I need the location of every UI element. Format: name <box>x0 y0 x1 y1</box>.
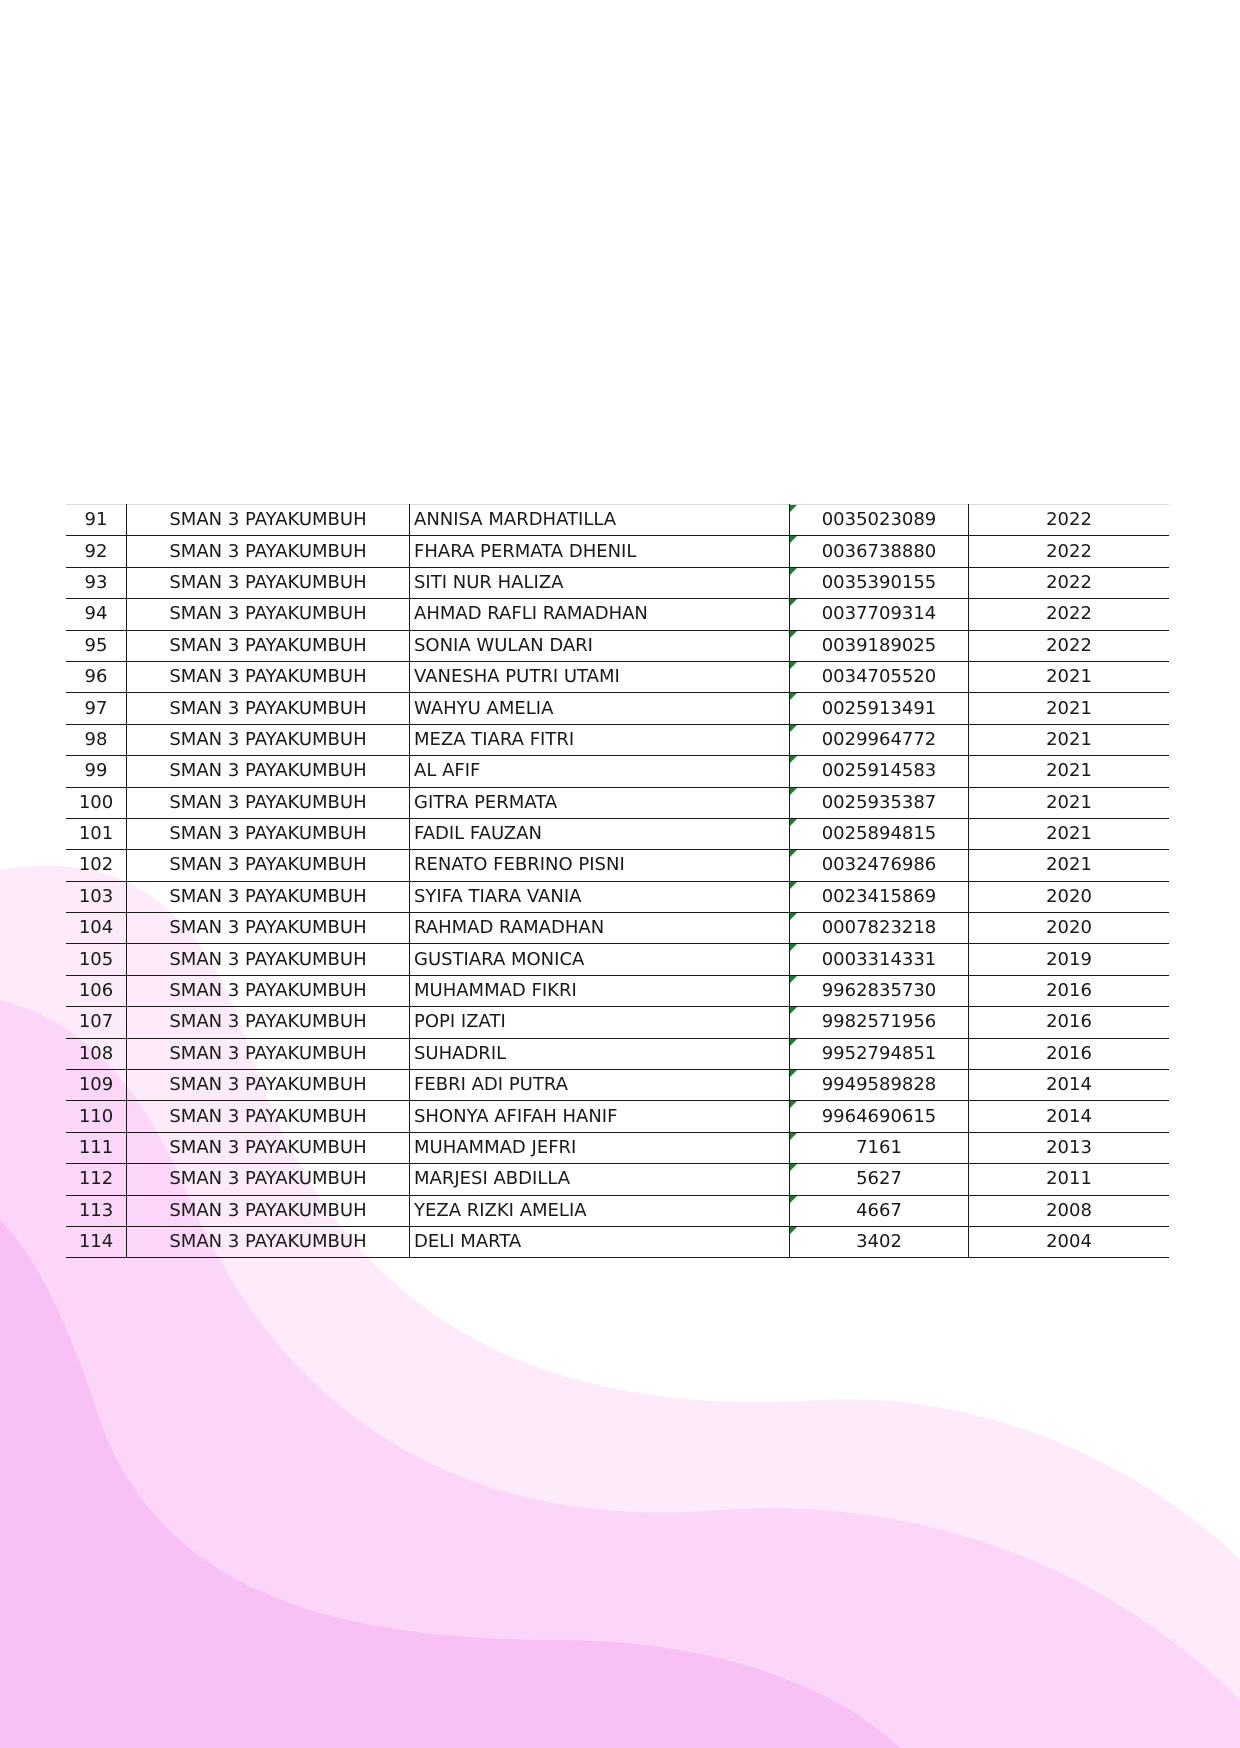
year-cell: 2011 <box>969 1164 1170 1195</box>
school-cell: SMAN 3 PAYAKUMBUH <box>127 756 410 787</box>
school-cell: SMAN 3 PAYAKUMBUH <box>127 818 410 849</box>
year-cell: 2021 <box>969 787 1170 818</box>
table-row <box>66 756 1169 787</box>
table-row <box>66 630 1169 661</box>
student-name-cell: FEBRI ADI PUTRA <box>410 1070 790 1101</box>
row-number-cell: 100 <box>66 787 127 818</box>
nisn-cell: 9962835730 <box>790 975 969 1006</box>
nisn-cell: 0029964772 <box>790 724 969 755</box>
year-cell: 2004 <box>969 1226 1170 1257</box>
student-data-table <box>66 504 1169 1258</box>
table-row <box>66 944 1169 975</box>
table-row <box>66 881 1169 912</box>
year-cell: 2014 <box>969 1101 1170 1132</box>
student-name-cell: WAHYU AMELIA <box>410 693 790 724</box>
nisn-cell: 0025913491 <box>790 693 969 724</box>
row-number-cell: 113 <box>66 1195 127 1226</box>
student-name-cell: RAHMAD RAMADHAN <box>410 913 790 944</box>
nisn-cell: 0007823218 <box>790 913 969 944</box>
school-cell: SMAN 3 PAYAKUMBUH <box>127 1101 410 1132</box>
row-number-cell: 104 <box>66 913 127 944</box>
table-row <box>66 1132 1169 1163</box>
nisn-cell: 0034705520 <box>790 661 969 692</box>
nisn-cell: 0036738880 <box>790 536 969 567</box>
nisn-cell: 0039189025 <box>790 630 969 661</box>
school-cell: SMAN 3 PAYAKUMBUH <box>127 913 410 944</box>
table-row <box>66 567 1169 598</box>
spreadsheet-table-wrapper <box>66 504 1169 1258</box>
school-cell: SMAN 3 PAYAKUMBUH <box>127 1007 410 1038</box>
year-cell: 2022 <box>969 505 1170 536</box>
table-row <box>66 1070 1169 1101</box>
year-cell: 2016 <box>969 975 1170 1006</box>
table-row <box>66 536 1169 567</box>
school-cell: SMAN 3 PAYAKUMBUH <box>127 724 410 755</box>
year-cell: 2021 <box>969 818 1170 849</box>
student-name-cell: FADIL FAUZAN <box>410 818 790 849</box>
row-number-cell: 92 <box>66 536 127 567</box>
row-number-cell: 91 <box>66 505 127 536</box>
year-cell: 2021 <box>969 724 1170 755</box>
row-number-cell: 105 <box>66 944 127 975</box>
year-cell: 2016 <box>969 1038 1170 1069</box>
school-cell: SMAN 3 PAYAKUMBUH <box>127 630 410 661</box>
year-cell: 2021 <box>969 756 1170 787</box>
nisn-cell: 0023415869 <box>790 881 969 912</box>
school-cell: SMAN 3 PAYAKUMBUH <box>127 1070 410 1101</box>
student-name-cell: MARJESI ABDILLA <box>410 1164 790 1195</box>
nisn-cell: 5627 <box>790 1164 969 1195</box>
student-name-cell: MUHAMMAD FIKRI <box>410 975 790 1006</box>
student-name-cell: FHARA PERMATA DHENIL <box>410 536 790 567</box>
row-number-cell: 110 <box>66 1101 127 1132</box>
table-row <box>66 818 1169 849</box>
row-number-cell: 114 <box>66 1226 127 1257</box>
student-name-cell: SYIFA TIARA VANIA <box>410 881 790 912</box>
nisn-cell: 3402 <box>790 1226 969 1257</box>
school-cell: SMAN 3 PAYAKUMBUH <box>127 944 410 975</box>
table-row <box>66 787 1169 818</box>
table-row <box>66 913 1169 944</box>
year-cell: 2020 <box>969 913 1170 944</box>
year-cell: 2019 <box>969 944 1170 975</box>
school-cell: SMAN 3 PAYAKUMBUH <box>127 567 410 598</box>
row-number-cell: 107 <box>66 1007 127 1038</box>
student-name-cell: POPI IZATI <box>410 1007 790 1038</box>
student-name-cell: DELI MARTA <box>410 1226 790 1257</box>
student-name-cell: MUHAMMAD JEFRI <box>410 1132 790 1163</box>
table-row <box>66 1164 1169 1195</box>
table-row <box>66 1101 1169 1132</box>
table-row <box>66 724 1169 755</box>
school-cell: SMAN 3 PAYAKUMBUH <box>127 1226 410 1257</box>
nisn-cell: 4667 <box>790 1195 969 1226</box>
row-number-cell: 97 <box>66 693 127 724</box>
table-row <box>66 1195 1169 1226</box>
student-name-cell: RENATO FEBRINO PISNI <box>410 850 790 881</box>
year-cell: 2022 <box>969 567 1170 598</box>
nisn-cell: 0037709314 <box>790 599 969 630</box>
student-name-cell: AHMAD RAFLI RAMADHAN <box>410 599 790 630</box>
row-number-cell: 112 <box>66 1164 127 1195</box>
row-number-cell: 106 <box>66 975 127 1006</box>
school-cell: SMAN 3 PAYAKUMBUH <box>127 1195 410 1226</box>
row-number-cell: 98 <box>66 724 127 755</box>
row-number-cell: 101 <box>66 818 127 849</box>
student-name-cell: GUSTIARA MONICA <box>410 944 790 975</box>
table-row <box>66 505 1169 536</box>
school-cell: SMAN 3 PAYAKUMBUH <box>127 975 410 1006</box>
school-cell: SMAN 3 PAYAKUMBUH <box>127 850 410 881</box>
student-name-cell: AL AFIF <box>410 756 790 787</box>
table-row <box>66 1226 1169 1257</box>
table-row <box>66 850 1169 881</box>
table-row <box>66 1038 1169 1069</box>
row-number-cell: 109 <box>66 1070 127 1101</box>
school-cell: SMAN 3 PAYAKUMBUH <box>127 693 410 724</box>
student-name-cell: SUHADRIL <box>410 1038 790 1069</box>
nisn-cell: 9952794851 <box>790 1038 969 1069</box>
school-cell: SMAN 3 PAYAKUMBUH <box>127 1038 410 1069</box>
student-name-cell: SONIA WULAN DARI <box>410 630 790 661</box>
year-cell: 2014 <box>969 1070 1170 1101</box>
year-cell: 2022 <box>969 599 1170 630</box>
student-name-cell: ANNISA MARDHATILLA <box>410 505 790 536</box>
year-cell: 2021 <box>969 693 1170 724</box>
row-number-cell: 99 <box>66 756 127 787</box>
year-cell: 2020 <box>969 881 1170 912</box>
nisn-cell: 0003314331 <box>790 944 969 975</box>
row-number-cell: 94 <box>66 599 127 630</box>
row-number-cell: 108 <box>66 1038 127 1069</box>
nisn-cell: 0032476986 <box>790 850 969 881</box>
school-cell: SMAN 3 PAYAKUMBUH <box>127 787 410 818</box>
year-cell: 2016 <box>969 1007 1170 1038</box>
student-name-cell: YEZA RIZKI AMELIA <box>410 1195 790 1226</box>
nisn-cell: 0025935387 <box>790 787 969 818</box>
student-name-cell: MEZA TIARA FITRI <box>410 724 790 755</box>
nisn-cell: 0035023089 <box>790 505 969 536</box>
table-body <box>66 505 1169 1258</box>
school-cell: SMAN 3 PAYAKUMBUH <box>127 505 410 536</box>
student-name-cell: GITRA PERMATA <box>410 787 790 818</box>
school-cell: SMAN 3 PAYAKUMBUH <box>127 661 410 692</box>
nisn-cell: 9964690615 <box>790 1101 969 1132</box>
year-cell: 2013 <box>969 1132 1170 1163</box>
year-cell: 2021 <box>969 661 1170 692</box>
student-name-cell: VANESHA PUTRI UTAMI <box>410 661 790 692</box>
nisn-cell: 9982571956 <box>790 1007 969 1038</box>
school-cell: SMAN 3 PAYAKUMBUH <box>127 1164 410 1195</box>
student-name-cell: SITI NUR HALIZA <box>410 567 790 598</box>
year-cell: 2008 <box>969 1195 1170 1226</box>
school-cell: SMAN 3 PAYAKUMBUH <box>127 536 410 567</box>
table-row <box>66 1007 1169 1038</box>
row-number-cell: 95 <box>66 630 127 661</box>
table-row <box>66 599 1169 630</box>
nisn-cell: 0035390155 <box>790 567 969 598</box>
nisn-cell: 0025914583 <box>790 756 969 787</box>
row-number-cell: 93 <box>66 567 127 598</box>
year-cell: 2022 <box>969 630 1170 661</box>
row-number-cell: 103 <box>66 881 127 912</box>
nisn-cell: 0025894815 <box>790 818 969 849</box>
table-row <box>66 693 1169 724</box>
school-cell: SMAN 3 PAYAKUMBUH <box>127 881 410 912</box>
school-cell: SMAN 3 PAYAKUMBUH <box>127 1132 410 1163</box>
nisn-cell: 9949589828 <box>790 1070 969 1101</box>
row-number-cell: 96 <box>66 661 127 692</box>
row-number-cell: 111 <box>66 1132 127 1163</box>
year-cell: 2021 <box>969 850 1170 881</box>
row-number-cell: 102 <box>66 850 127 881</box>
nisn-cell: 7161 <box>790 1132 969 1163</box>
school-cell: SMAN 3 PAYAKUMBUH <box>127 599 410 630</box>
table-row <box>66 975 1169 1006</box>
year-cell: 2022 <box>969 536 1170 567</box>
table-row <box>66 661 1169 692</box>
student-name-cell: SHONYA AFIFAH HANIF <box>410 1101 790 1132</box>
